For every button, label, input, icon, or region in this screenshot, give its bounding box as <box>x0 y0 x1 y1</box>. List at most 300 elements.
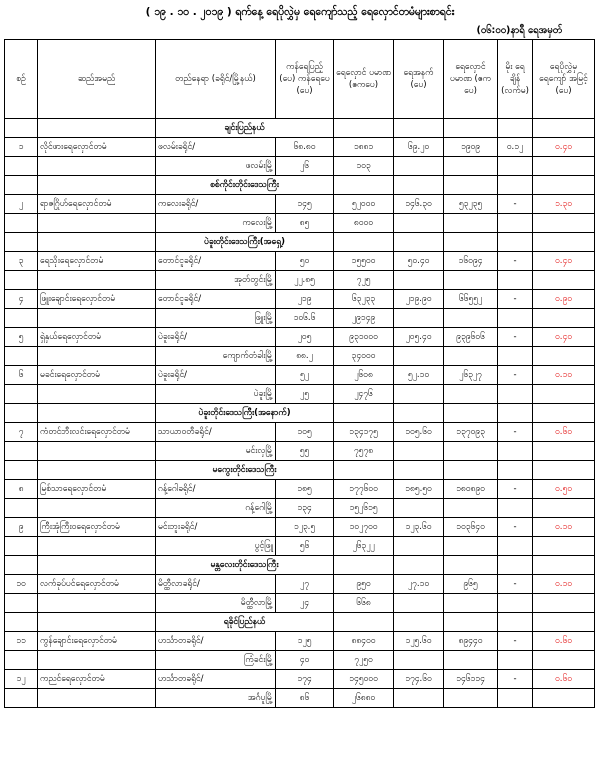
empty-cell <box>394 214 444 233</box>
dam-spill: ၀.၉၀ <box>533 290 595 309</box>
empty-cell <box>533 309 595 328</box>
dam-rain: - <box>498 480 533 499</box>
dam-name: မခင်းရေလှောင်တမံ <box>38 366 156 385</box>
dam-max-level: ၁၄၅ <box>276 195 334 214</box>
dam-sub-storage: ၂၆၃၂၂ <box>334 537 394 556</box>
dam-rain: - <box>498 195 533 214</box>
dam-rain: - <box>498 290 533 309</box>
dam-district: တောင်ငူခရိုင်/ <box>156 252 276 271</box>
empty-cell <box>5 442 38 461</box>
empty-cell <box>533 347 595 366</box>
dam-rain: - <box>498 575 533 594</box>
dam-rain: - <box>498 632 533 651</box>
section-empty-cell <box>334 176 394 195</box>
dam-no: ၁၂ <box>5 670 38 689</box>
dam-no: ၈ <box>5 480 38 499</box>
empty-cell <box>394 537 444 556</box>
dam-max-storage: ၆၃၂၃၃ <box>334 290 394 309</box>
dam-no: ၁၁ <box>5 632 38 651</box>
header-max-storage: ရေလှောင် ပမာဏ (ဧကပေ) <box>334 40 394 119</box>
dam-max-storage: ၁၄၅၀၀၀ <box>334 670 394 689</box>
dam-district: ပဲခူးခရိုင်/ <box>156 366 276 385</box>
dam-max-storage: ၁၈၈၁ <box>334 138 394 157</box>
section-empty-cell <box>498 461 533 480</box>
empty-cell <box>394 347 444 366</box>
dam-sub-storage: ၂၆၈၈၀ <box>334 689 394 708</box>
dam-name: ကံတင်ဘီးလင်းရေလှောင်တမံ <box>38 423 156 442</box>
section-empty-cell <box>498 404 533 423</box>
section-empty-cell <box>38 176 156 195</box>
dam-spill: ၀.၆၀ <box>533 632 595 651</box>
dam-township: ပွင့်ဖြူ <box>156 537 276 556</box>
section-empty-cell <box>38 613 156 632</box>
section-region: မကွေးတိုင်းဒေသကြီး <box>156 461 334 480</box>
dam-max-level: ၁၀၅ <box>276 423 334 442</box>
dam-township: ကြံခင်းမြို့ <box>156 651 276 670</box>
section-empty-cell <box>533 119 595 138</box>
header-name: ဆည်အမည် <box>38 40 156 119</box>
empty-cell <box>38 157 156 176</box>
dam-sub-storage: ၂၉၁၄၉ <box>334 309 394 328</box>
section-empty-cell <box>334 613 394 632</box>
dam-storage: ၁၉၀၉ <box>444 138 498 157</box>
empty-cell <box>533 594 595 613</box>
dam-max-level: ၁၇၄ <box>276 670 334 689</box>
dam-max-storage: ၉၃၁၀၀၀ <box>334 328 394 347</box>
empty-cell <box>38 347 156 366</box>
header-spill: ရေပိုလွှဲမှ ရေကျော် အမြင့် (ပေ) <box>533 40 595 119</box>
dam-level: ၁၂၅.၆၀ <box>394 632 444 651</box>
table-subrow <box>5 499 595 518</box>
table-subrow <box>5 271 595 290</box>
table-row <box>5 575 595 594</box>
section-empty-cell <box>498 613 533 632</box>
empty-cell <box>498 442 533 461</box>
section-empty-cell <box>5 119 38 138</box>
dam-sub-level: ၅၆ <box>276 537 334 556</box>
time-note: (၀၆:၀၀)နာရီ ရေအမှတ် <box>476 25 562 36</box>
empty-cell <box>444 499 498 518</box>
table-subrow <box>5 309 595 328</box>
section-row <box>5 119 595 138</box>
empty-cell <box>533 214 595 233</box>
section-empty-cell <box>38 404 156 423</box>
dam-storage: ၉၆၅ <box>444 575 498 594</box>
section-empty-cell <box>533 404 595 423</box>
section-region: မန္တလေးတိုင်းဒေသကြီး <box>156 556 334 575</box>
dam-sub-level: ၂၅ <box>276 385 334 404</box>
dam-spill: ၀.၅၀ <box>533 480 595 499</box>
header-location: တည်နေရာ (ခရိုင်/မြို့နယ်) <box>156 40 276 119</box>
section-empty-cell <box>5 556 38 575</box>
dam-township: အင်္ဂပူမြို့ <box>156 689 276 708</box>
empty-cell <box>533 537 595 556</box>
dam-district: ဂန့်ဂေါခရိုင်/ <box>156 480 276 499</box>
section-empty-cell <box>334 233 394 252</box>
empty-cell <box>498 537 533 556</box>
section-empty-cell <box>444 556 498 575</box>
dam-level: ၁၇၄.၆၀ <box>394 670 444 689</box>
section-empty-cell <box>5 613 38 632</box>
dam-sub-level: ၄၀ <box>276 651 334 670</box>
empty-cell <box>533 385 595 404</box>
dam-sub-storage: ၂၄၇၆ <box>334 385 394 404</box>
dam-no: ၇ <box>5 423 38 442</box>
empty-cell <box>38 385 156 404</box>
section-empty-cell <box>394 613 444 632</box>
section-row <box>5 613 595 632</box>
table-row <box>5 670 595 689</box>
dam-spill: ၀.၆၀ <box>533 670 595 689</box>
dam-name: မြစ်သာရေလှောင်တမံ <box>38 480 156 499</box>
empty-cell <box>498 271 533 290</box>
section-empty-cell <box>334 556 394 575</box>
table-row <box>5 138 595 157</box>
dam-level: ၁၄၆.၃၀ <box>394 195 444 214</box>
dam-rain: - <box>498 252 533 271</box>
dam-max-storage: ၈၈၄၀၀ <box>334 632 394 651</box>
dam-no: ၂ <box>5 195 38 214</box>
dam-township: ကျောက်တံခါးမြို့ <box>156 347 276 366</box>
section-row <box>5 556 595 575</box>
dam-rain: - <box>498 670 533 689</box>
dam-name: ရှဲနှယ်ရေလှောင်တမံ <box>38 328 156 347</box>
header-storage: ရေလှောင် ပမာဏ (ဧကပေ) <box>444 40 498 119</box>
empty-cell <box>533 689 595 708</box>
dam-district: တောင်ငူခရိုင်/ <box>156 290 276 309</box>
dam-max-level: ၆၈.၈၀ <box>276 138 334 157</box>
empty-cell <box>38 442 156 461</box>
dam-max-storage: ၁၀၂၇၀၀ <box>334 518 394 537</box>
dam-level: ၂၁၉.၉၀ <box>394 290 444 309</box>
dam-sub-storage: ၁၅၂၆၁၅ <box>334 499 394 518</box>
empty-cell <box>394 594 444 613</box>
empty-cell <box>444 157 498 176</box>
dam-township: ဂန့်ဂေါမြို့ <box>156 499 276 518</box>
empty-cell <box>5 309 38 328</box>
dam-township: ပဲခူးမြို့ <box>156 385 276 404</box>
dam-level: ၂၀၅.၄၀ <box>394 328 444 347</box>
empty-cell <box>38 689 156 708</box>
empty-cell <box>444 214 498 233</box>
table-row <box>5 290 595 309</box>
table-subrow <box>5 537 595 556</box>
section-empty-cell <box>394 404 444 423</box>
dam-spill: ၀.၄၀ <box>533 328 595 347</box>
section-empty-cell <box>533 461 595 480</box>
empty-cell <box>498 385 533 404</box>
empty-cell <box>394 499 444 518</box>
section-empty-cell <box>38 233 156 252</box>
empty-cell <box>5 537 38 556</box>
empty-cell <box>38 309 156 328</box>
section-empty-cell <box>5 461 38 480</box>
table-subrow <box>5 594 595 613</box>
empty-cell <box>38 214 156 233</box>
dam-township: မင်းလှမြို့ <box>156 442 276 461</box>
table-subrow <box>5 214 595 233</box>
dam-name: ရေသိုးရေလှောင်တမံ <box>38 252 156 271</box>
dam-storage: ၂၆၃၂၇ <box>444 366 498 385</box>
dam-sub-level: ၈၆ <box>276 689 334 708</box>
empty-cell <box>394 442 444 461</box>
dam-sub-storage: ၁၀၃ <box>334 157 394 176</box>
empty-cell <box>444 309 498 328</box>
empty-cell <box>38 537 156 556</box>
table-subrow <box>5 157 595 176</box>
dam-name: ကြီးအုံကြီးဝရေလှောင်တမံ <box>38 518 156 537</box>
dam-sub-storage: ၇၂၅၀ <box>334 651 394 670</box>
header-level: ရေအနက် (ပေ) <box>394 40 444 119</box>
empty-cell <box>533 157 595 176</box>
dam-township: ဖလမ်းမြို့ <box>156 157 276 176</box>
dam-max-storage: ၁၇၇၆၀၀ <box>334 480 394 499</box>
dam-sub-level: ၈၅ <box>276 214 334 233</box>
section-empty-cell <box>38 461 156 480</box>
dam-spill: ၀.၄၀ <box>533 138 595 157</box>
section-empty-cell <box>498 556 533 575</box>
empty-cell <box>394 309 444 328</box>
empty-cell <box>444 537 498 556</box>
dam-max-storage: ၁၃၄၁၇၅ <box>334 423 394 442</box>
section-empty-cell <box>394 556 444 575</box>
dam-sub-storage: ၇၂၅ <box>334 271 394 290</box>
section-empty-cell <box>394 461 444 480</box>
dam-township: ဖြူးမြို့ <box>156 309 276 328</box>
section-row <box>5 176 595 195</box>
dam-max-level: ၁၈၅ <box>276 480 334 499</box>
section-region: ပဲခူးတိုင်းဒေသကြီး(အရှေ့) <box>156 233 334 252</box>
dam-name: ရာဇဂြိုဟ်ရေလှောင်တမံ <box>38 195 156 214</box>
dam-max-level: ၅၂ <box>276 366 334 385</box>
empty-cell <box>498 309 533 328</box>
dam-sub-level: ၈၈.၂ <box>276 347 334 366</box>
empty-cell <box>498 689 533 708</box>
dam-rain: - <box>498 328 533 347</box>
empty-cell <box>533 271 595 290</box>
empty-cell <box>38 594 156 613</box>
empty-cell <box>5 157 38 176</box>
section-empty-cell <box>444 461 498 480</box>
section-empty-cell <box>444 613 498 632</box>
dam-no: ၃ <box>5 252 38 271</box>
section-empty-cell <box>5 176 38 195</box>
empty-cell <box>5 499 38 518</box>
section-empty-cell <box>5 404 38 423</box>
section-empty-cell <box>334 404 394 423</box>
dam-table <box>4 39 595 708</box>
empty-cell <box>444 347 498 366</box>
section-empty-cell <box>394 233 444 252</box>
section-row <box>5 461 595 480</box>
dam-rain: - <box>498 423 533 442</box>
dam-township: မိတ္ထီလာမြို့ <box>156 594 276 613</box>
table-row <box>5 480 595 499</box>
dam-name: လက်ခုပ်ပင်ရေလှောင်တမံ <box>38 575 156 594</box>
dam-sub-storage: ၇၅၇၈ <box>334 442 394 461</box>
dam-spill: ၀.၁၀ <box>533 366 595 385</box>
section-region: ပဲခူးတိုင်းဒေသကြီး(အနောက်) <box>156 404 334 423</box>
dam-storage: ၁၀၃၆၄၀ <box>444 518 498 537</box>
dam-storage: ၈၉၄၄၀ <box>444 632 498 651</box>
section-empty-cell <box>533 233 595 252</box>
section-empty-cell <box>533 556 595 575</box>
dam-spill: ၀.၁၀ <box>533 575 595 594</box>
empty-cell <box>38 499 156 518</box>
header-max-level: ကန်ရေပြည့် (ပေ) ကန်ရေပေ (ပေ) <box>276 40 334 119</box>
section-empty-cell <box>444 176 498 195</box>
dam-no: ၁၀ <box>5 575 38 594</box>
dam-no: ၅ <box>5 328 38 347</box>
dam-township: အုတ်တွင်းမြို့ <box>156 271 276 290</box>
dam-sub-level: ၂၄ <box>276 594 334 613</box>
dam-no: ၁ <box>5 138 38 157</box>
empty-cell <box>498 214 533 233</box>
empty-cell <box>498 347 533 366</box>
table-row <box>5 518 595 537</box>
section-empty-cell <box>394 119 444 138</box>
dam-sub-level: ၂၂.၈၅ <box>276 271 334 290</box>
dam-district: မိတ္ထီလာခရိုင်/ <box>156 575 276 594</box>
table-row <box>5 423 595 442</box>
section-empty-cell <box>498 119 533 138</box>
dam-max-level: ၂၇ <box>276 575 334 594</box>
table-subrow <box>5 385 595 404</box>
section-empty-cell <box>38 119 156 138</box>
section-empty-cell <box>444 404 498 423</box>
dam-level: ၁၂၃.၆၀ <box>394 518 444 537</box>
dam-district: မင်းဘူးခရိုင်/ <box>156 518 276 537</box>
dam-spill: ၀.၄၀ <box>533 252 595 271</box>
table-row <box>5 366 595 385</box>
dam-max-storage: ၂၆၀၈ <box>334 366 394 385</box>
section-row <box>5 404 595 423</box>
section-empty-cell <box>444 233 498 252</box>
empty-cell <box>5 347 38 366</box>
dam-max-storage: ၁၅၅၀၀ <box>334 252 394 271</box>
table-subrow <box>5 689 595 708</box>
dam-no: ၉ <box>5 518 38 537</box>
header-rain: မိုး ရေ ချိန် (လက်မ) <box>498 40 533 119</box>
dam-district: ဟင်္သာတခရိုင်/ <box>156 632 276 651</box>
dam-spill: ၁.၃၀ <box>533 195 595 214</box>
dam-name: လိုင်ဖားရေလှောင်တမံ <box>38 138 156 157</box>
empty-cell <box>444 689 498 708</box>
dam-level: ၅၂.၁၀ <box>394 366 444 385</box>
dam-level: ၁၀၅.၆၀ <box>394 423 444 442</box>
empty-cell <box>498 594 533 613</box>
section-empty-cell <box>533 613 595 632</box>
empty-cell <box>498 651 533 670</box>
dam-rain: - <box>498 518 533 537</box>
section-empty-cell <box>498 233 533 252</box>
dam-name: ဖြူးချောင်းရေလှောင်တမံ <box>38 290 156 309</box>
dam-sub-level: ၅၅ <box>276 442 334 461</box>
dam-storage: ၉၃၉၆၀၆ <box>444 328 498 347</box>
empty-cell <box>444 271 498 290</box>
section-empty-cell <box>38 556 156 575</box>
table-row <box>5 328 595 347</box>
dam-level: ၁၈၅.၅၀ <box>394 480 444 499</box>
table-row <box>5 195 595 214</box>
empty-cell <box>533 442 595 461</box>
dam-name: ကညင်ရေလှောင်တမံ <box>38 670 156 689</box>
empty-cell <box>5 594 38 613</box>
table-subrow <box>5 651 595 670</box>
section-empty-cell <box>533 176 595 195</box>
empty-cell <box>533 651 595 670</box>
section-empty-cell <box>334 461 394 480</box>
section-region: စစ်ကိုင်းတိုင်းဒေသကြီး <box>156 176 334 195</box>
dam-name: ကွန်ချောင်းရေလှောင်တမံ <box>38 632 156 651</box>
dam-max-level: ၁၂၅ <box>276 632 334 651</box>
empty-cell <box>38 271 156 290</box>
section-empty-cell <box>5 233 38 252</box>
empty-cell <box>394 385 444 404</box>
dam-storage: ၁၃၇၀၉၃ <box>444 423 498 442</box>
empty-cell <box>444 385 498 404</box>
table-row <box>5 632 595 651</box>
dam-sub-level: ၂၆ <box>276 157 334 176</box>
dam-sub-level: ၁၃၄ <box>276 499 334 518</box>
section-empty-cell <box>334 119 394 138</box>
dam-storage: ၁၆၀၉၄ <box>444 252 498 271</box>
empty-cell <box>444 594 498 613</box>
empty-cell <box>498 499 533 518</box>
header-no: စဉ် <box>5 40 38 119</box>
empty-cell <box>394 157 444 176</box>
dam-sub-level: ၁၀၆.၆ <box>276 309 334 328</box>
dam-max-level: ၂၀၅ <box>276 328 334 347</box>
dam-storage: ၁၄၆၁၁၄ <box>444 670 498 689</box>
dam-storage: ၅၃၂၃၅ <box>444 195 498 214</box>
section-region: ရခိုင်ပြည်နယ် <box>156 613 334 632</box>
dam-township: ကလေးမြို့ <box>156 214 276 233</box>
dam-level: ၅၀.၄၀ <box>394 252 444 271</box>
table-header <box>5 40 595 119</box>
empty-cell <box>394 689 444 708</box>
section-empty-cell <box>444 119 498 138</box>
dam-spill: ၀.၆၀ <box>533 423 595 442</box>
dam-sub-storage: ၈၀၀၀ <box>334 214 394 233</box>
table-row <box>5 252 595 271</box>
dam-max-level: ၂၁၉ <box>276 290 334 309</box>
dam-storage: ၆၆၅၅၂ <box>444 290 498 309</box>
dam-rain: - <box>498 366 533 385</box>
table-subrow <box>5 442 595 461</box>
empty-cell <box>5 651 38 670</box>
empty-cell <box>444 442 498 461</box>
dam-rain: ၀.၁၂ <box>498 138 533 157</box>
dam-max-storage: ၉၅၀ <box>334 575 394 594</box>
section-empty-cell <box>394 176 444 195</box>
empty-cell <box>498 157 533 176</box>
section-region: ချင်းပြည်နယ် <box>156 119 334 138</box>
dam-district: ဖလမ်းခရိုင်/ <box>156 138 276 157</box>
dam-district: ကလေးခရိုင်/ <box>156 195 276 214</box>
dam-max-storage: ၅၂၀၀၀ <box>334 195 394 214</box>
dam-spill: ၀.၁၀ <box>533 518 595 537</box>
empty-cell <box>533 499 595 518</box>
dam-district: ပဲခူးခရိုင်/ <box>156 328 276 347</box>
dam-max-level: ၁၂၃.၅ <box>276 518 334 537</box>
dam-sub-storage: ၆၆၈ <box>334 594 394 613</box>
dam-no: ၄ <box>5 290 38 309</box>
dam-no: ၆ <box>5 366 38 385</box>
empty-cell <box>394 271 444 290</box>
table-subrow <box>5 347 595 366</box>
dam-district: ဟင်္သာတခရိုင်/ <box>156 670 276 689</box>
